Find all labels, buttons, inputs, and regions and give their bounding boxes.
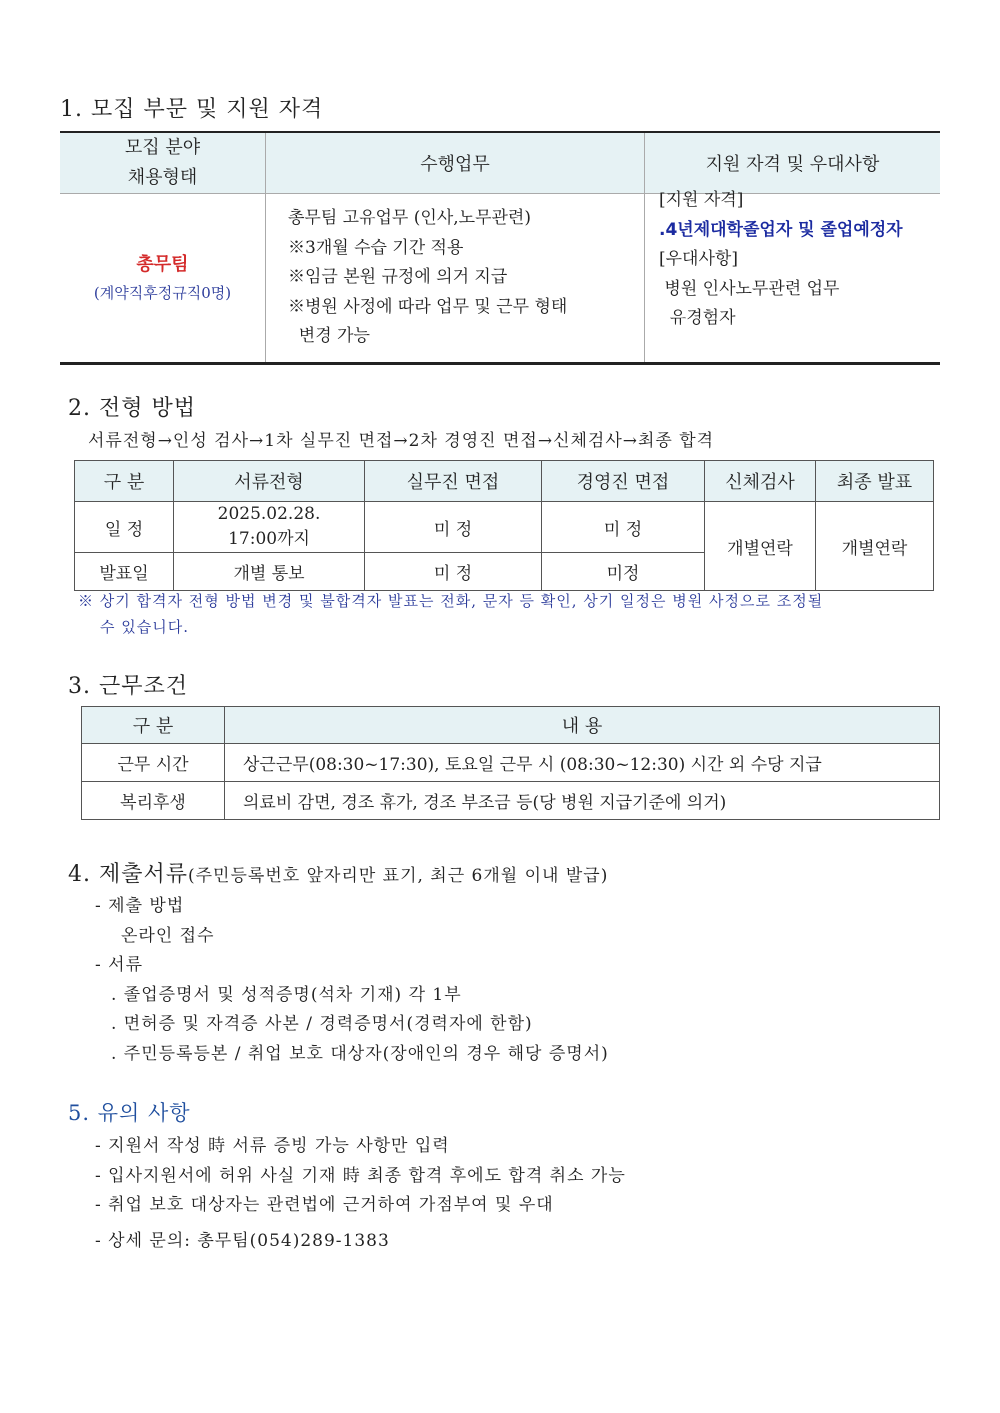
sched-header: 구 분 [75,461,174,502]
cond-content: 상근근무(08:30~17:30), 토요일 근무 시 (08:30~12:30) 시간 외 수당 지급 [225,744,940,782]
method-value: 온라인 접수 [121,925,215,946]
qual-value: .4년제대학졸업자 및 졸업예정자 [659,219,903,240]
qualification-cell [645,190,941,364]
staff-interview-announcement: 미 정 [365,553,542,591]
schedule-table [74,460,934,591]
duty-line: 변경 가능 [288,326,370,347]
dept-name: 총무팀 [136,254,189,275]
exec-interview-schedule: 미 정 [542,502,705,553]
conditions-table [81,706,940,820]
notice-item: - 지원서 작성 時 서류 증빙 가능 사항만 입력 [95,1136,450,1156]
contact-info: - 상세 문의: 총무팀(054)289-1383 [95,1230,390,1251]
sched-header: 서류전형 [174,461,365,502]
duty-line: ※임금 본원 규정에 의거 지급 [288,267,508,288]
cond-label: 근무 시간 [82,744,225,782]
notice-item: - 취업 보호 대상자는 관련법에 근거하여 가점부여 및 우대 [95,1195,554,1215]
section4-title-note: (주민등록번호 앞자리만 표기, 최근 6개월 이내 발급) [188,866,609,886]
pref-line2: 유경험자 [659,308,736,329]
row-label: 발표일 [75,553,174,591]
exec-interview-announcement: 미정 [542,553,705,591]
header-field-line1: 모집 분야 [124,137,201,158]
dept-cell [60,194,266,364]
duty-line: ※병원 사정에 따라 업무 및 근무 형태 [288,296,568,317]
header-duties: 수행업무 [266,132,645,194]
note-line2: 수 있습니다. [100,618,189,636]
sched-header: 최종 발표 [816,461,934,502]
final-announcement: 개별연락 [816,502,934,591]
cond-content: 의료비 감면, 경조 휴가, 경조 부조금 등(당 병원 지급기준에 의거) [225,782,940,820]
doc-date: 2025.02.28. [217,504,321,524]
method-label: - 제출 방법 [95,896,185,916]
employment-type: (계약직후정규직0명) [93,284,232,302]
pref-label: [우대사항] [659,249,738,270]
note-line1: ※ 상기 합격자 전형 방법 변경 및 불합격자 발표는 전화, 문자 등 확인, 상기 일정은 병원 사정으로 조정될 [78,592,824,610]
doc-item: . 주민등록등본 / 취업 보호 대상자(장애인의 경우 해당 증명서) [111,1043,609,1064]
recruitment-table [60,131,940,365]
header-field-line2: 채용형태 [127,167,198,188]
doc-schedule [174,502,365,553]
section4-title: 4. 제출서류 [68,862,188,887]
schedule-note [78,588,823,640]
sched-header: 실무진 면접 [365,461,542,502]
cond-label: 복리후생 [82,782,225,820]
submission-list [95,892,609,1069]
docs-label: - 서류 [95,955,143,975]
pref-line1: 병원 인사노무관련 업무 [659,278,840,299]
qual-label: [지원 자격] [659,190,744,211]
header-field [60,132,266,194]
doc-item: . 면허증 및 자격증 사본 / 경력증명서(경력자에 한함) [111,1014,533,1034]
duties-cell [266,194,645,364]
sched-header: 신체검사 [705,461,816,502]
header-qualification: 지원 자격 및 우대사항 [645,132,941,194]
duty-line: 총무팀 고유업무 (인사,노무관련) [288,208,531,229]
notice-list [95,1132,626,1256]
cond-header: 구 분 [82,707,225,744]
selection-flow: 서류전형→인성 검사→1차 실무진 면접→2차 경영진 면접→신체검사→최종 합격 [88,431,715,451]
notice-item: - 입사지원서에 허위 사실 기재 時 최종 합격 후에도 합격 취소 가능 [95,1165,626,1186]
section1-title: 1. 모집 부문 및 지원 자격 [60,97,324,122]
doc-announcement: 개별 통보 [174,553,365,591]
section5-title: 5. 유의 사항 [68,1101,191,1125]
doc-time: 17:00까지 [228,529,310,549]
doc-item: . 졸업증명서 및 성적증명(석차 기재) 각 1부 [111,984,462,1005]
section3-title: 3. 근무조건 [68,674,188,699]
row-label: 일 정 [75,502,174,553]
duty-line: ※3개월 수습 기간 적용 [288,237,464,258]
section4-heading [68,857,608,888]
staff-interview-schedule: 미 정 [365,502,542,553]
sched-header: 경영진 면접 [542,461,705,502]
cond-header: 내 용 [225,707,940,744]
medical-check: 개별연락 [705,502,816,591]
section2-title: 2. 전형 방법 [68,396,196,421]
